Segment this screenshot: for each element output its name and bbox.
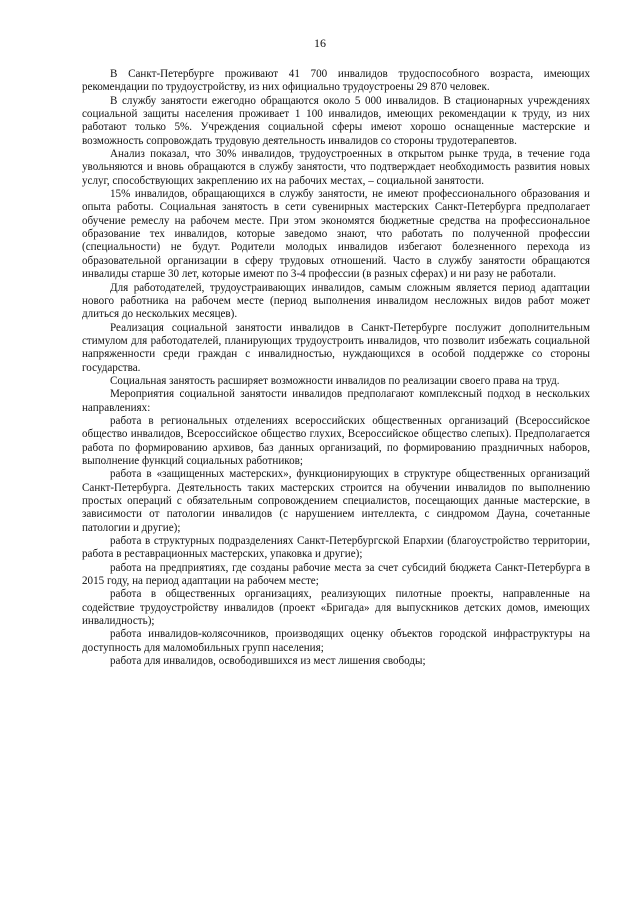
list-item: работа в «защищенных мастерских», функционирующих в структуре общественных организаций Санкт-Петербурга. Деятельность таких мастерских строится на обучении инвалидов по выполнению простых операций с обязательным сопровождением специалистов, посещающих данные мастерские, в зависимости от патологии инвалидов (с нарушением интеллекта, с синдромом Дауна, сочетанные патологии и другие); <box>82 468 590 534</box>
list-item: работа для инвалидов, освободившихся из мест лишения свободы; <box>110 655 426 668</box>
body-text <box>82 68 590 668</box>
list-item: работа в общественных организациях, реализующих пилотные проекты, направленные на содействие трудоустройству инвалидов (проект «Бригада» для выпускников детских домов, имеющих инвалидность); <box>82 588 590 628</box>
paragraph: В службу занятости ежегодно обращаются около 5 000 инвалидов. В стационарных учреждениях социальной защиты населения проживает 1 100 инвалидов, имеющих рекомендации к труду, из них работают только 5%. Учреждения социальной сферы имеют хорошо оснащенные мастерские и возможность сопровождать трудовую деятельность инвалидов со стороны трудотерапевтов. <box>82 94 590 147</box>
paragraph: Анализ показал, что 30% инвалидов, трудоустроенных в открытом рынке труда, в течение года увольняются и вновь обращаются в службу занятости, что подтверждает необходимость развития новых услуг, способствующих закреплению их на рабочих местах, – социальной занятости. <box>82 148 590 187</box>
paragraph: В Санкт-Петербурге проживают 41 700 инвалидов трудоспособного возраста, имеющих рекомендации по трудоустройству, из них официально трудоустроены 29 870 человек. <box>82 68 590 94</box>
paragraph: Реализация социальной занятости инвалидов в Санкт-Петербурге послужит дополнительным стимулом для работодателей, планирующих трудоустроить инвалидов, что позволит избежать социальной напряженности среди граждан с инвалидностью, нуждающихся в особой поддержке со стороны государства. <box>82 321 590 374</box>
list-item: работа инвалидов-колясочников, производящих оценку объектов городской инфраструктуры на доступность для маломобильных групп населения; <box>82 628 590 654</box>
page-number: 16 <box>314 36 326 50</box>
list-item: работа на предприятиях, где созданы рабочие места за счет субсидий бюджета Санкт-Петербурга в 2015 году, на период адаптации на рабочем месте; <box>82 561 590 588</box>
list-item: работа в региональных отделениях всероссийских общественных организаций (Всероссийское общество инвалидов, Всероссийское общество глухих, Всероссийское общество слепых). Предполагается работа по формированию архивов, баз данных организаций, по формированию праздничных наборов, выполнение функций социальных работников; <box>82 414 590 467</box>
paragraph: 15% инвалидов, обращающихся в службу занятости, не имеют профессионального образования и опыта работы. Социальная занятость в сети сувенирных мастерских Санкт-Петербурга предполагает обучение ремеслу на рабочем месте. При этом экономятся бюджетные средства на профессиональное образование тех инвалидов, которые заведомо знают, что работать по полученной профессии (специальности) не будут. Родители молодых инвалидов избегают болезненного перехода из образовательной организации в сферу трудовых отношений. Часто в службу занятости обращаются инвалиды старше 30 лет, которые имеют по 3-4 профессии (в разных сферах) и ни разу не работали. <box>82 188 590 281</box>
paragraph: Мероприятия социальной занятости инвалидов предполагают комплексный подход в нескольких направлениях: <box>82 388 590 414</box>
paragraph: Социальная занятость расширяет возможности инвалидов по реализации своего права на труд. <box>110 374 560 387</box>
list-item: работа в структурных подразделениях Санкт-Петербургской Епархии (благоустройство территории, работа в реставрационных мастерских, упаковка и другие); <box>82 535 590 561</box>
paragraph: Для работодателей, трудоустраивающих инвалидов, самым сложным является период адаптации нового работника на рабочем месте (период выполнения инвалидом несложных видов работ может длиться до нескольких месяцев). <box>82 281 590 321</box>
